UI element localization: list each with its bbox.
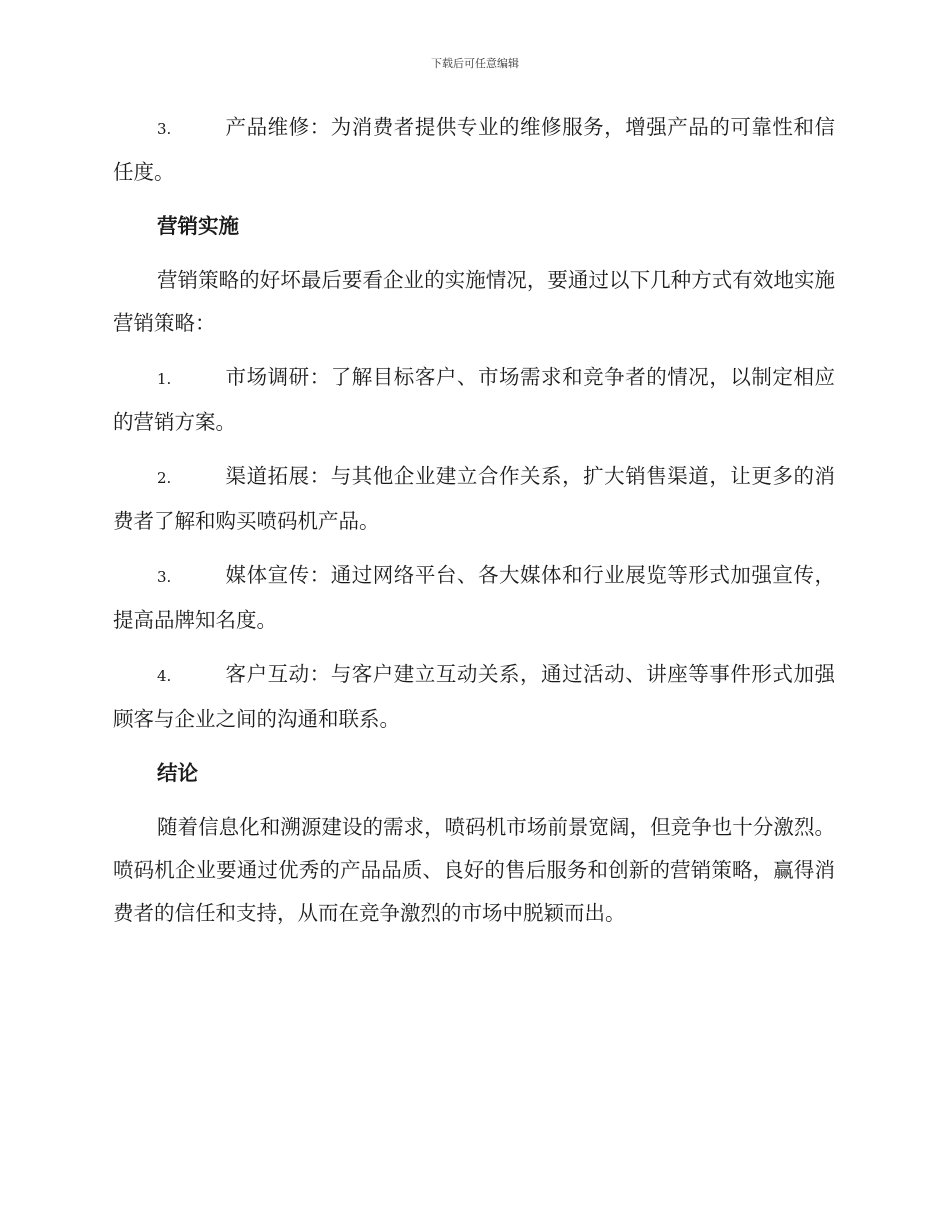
paragraph-conclusion: 随着信息化和溯源建设的需求，喷码机市场前景宽阔，但竞争也十分激烈。喷码机企业要通过优秀的产品品质、良好的售后服务和创新的营销策略，赢得消费者的信任和支持，从而在竞争激烈的市场中脱颖而出。 [113, 815, 835, 925]
list-number: 3. [157, 120, 172, 138]
list-item-channel-expansion [113, 455, 835, 543]
list-number: 1. [157, 370, 172, 388]
page-header: 下载后可任意编辑 [431, 57, 519, 70]
list-item-customer-interaction [113, 653, 835, 741]
paragraph-implementation-intro: 营销策略的好坏最后要看企业的实施情况，要通过以下几种方式有效地实施营销策略： [113, 268, 835, 335]
list-item-product-repair [113, 106, 835, 194]
list-number: 2. [157, 469, 172, 487]
list-text: 媒体宣传：通过网络平台、各大媒体和行业展览等形式加强宣传，提高品牌知名度。 [113, 563, 835, 632]
list-item-media-promotion [113, 554, 835, 642]
list-text: 产品维修：为消费者提供专业的维修服务，增强产品的可靠性和信任度。 [113, 115, 835, 184]
section-heading-conclusion: 结论 [157, 761, 198, 785]
section-heading-marketing-implementation: 营销实施 [157, 214, 239, 238]
list-number: 4. [157, 667, 172, 685]
list-text: 渠道拓展：与其他企业建立合作关系，扩大销售渠道，让更多的消费者了解和购买喷码机产品。 [113, 464, 835, 533]
list-item-market-research [113, 356, 835, 444]
document-body [113, 106, 835, 946]
list-text: 客户互动：与客户建立互动关系，通过活动、讲座等事件形式加强顾客与企业之间的沟通和联系。 [113, 662, 835, 731]
list-number: 3. [157, 568, 172, 586]
list-text: 市场调研：了解目标客户、市场需求和竞争者的情况，以制定相应的营销方案。 [113, 365, 835, 434]
